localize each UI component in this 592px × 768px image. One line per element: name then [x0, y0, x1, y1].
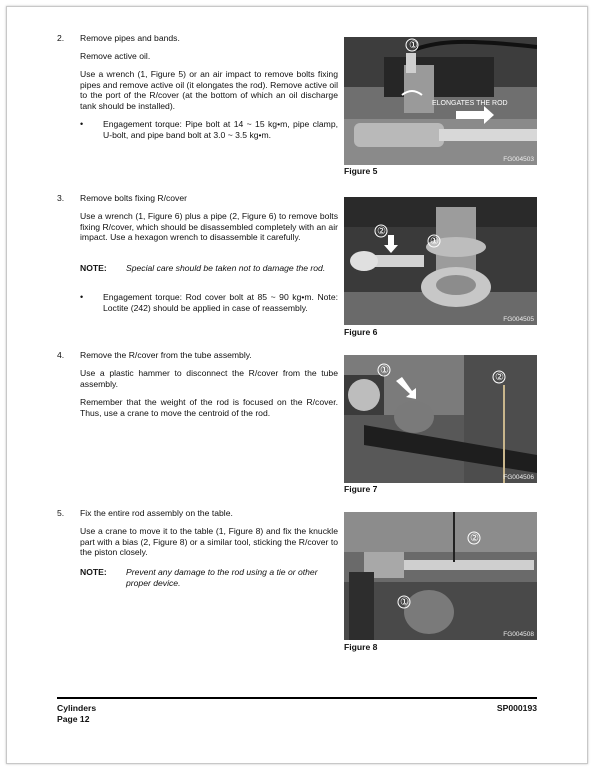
figure-caption: Figure 5	[344, 166, 378, 176]
figure-code: FG004505	[503, 316, 534, 323]
figure-code: FG004506	[503, 474, 534, 481]
callout-2: ②	[377, 226, 386, 237]
note-label: NOTE:	[80, 263, 107, 273]
note-label: NOTE:	[80, 567, 107, 577]
bullet-dot: •	[80, 119, 84, 129]
callout-2: ②	[470, 533, 479, 544]
figure-caption: Figure 6	[344, 327, 378, 337]
footer-section: Cylinders	[57, 703, 97, 713]
figure-caption: Figure 8	[344, 642, 378, 652]
step-paragraph: Use a plastic hammer to disconnect the R/cover from the tube assembly.	[80, 368, 338, 389]
photo-label: ELONGATES THE ROD	[432, 100, 508, 107]
bullet-dot: •	[80, 292, 84, 302]
step-number: 3.	[57, 193, 65, 203]
callout-2: ②	[495, 372, 504, 383]
step-number: 5.	[57, 508, 65, 518]
step-heading: Remove bolts fixing R/cover	[80, 193, 187, 203]
step-heading: Fix the entire rod assembly on the table.	[80, 508, 233, 518]
step-paragraph: Use a wrench (1, Figure 6) plus a pipe (2, Figure 6) to remove bolts fixing R/cover, which should be disassembled completely with an air impact. Use a hexagon wrench to disassemble it carefully.	[80, 211, 338, 243]
step-paragraph: Use a wrench (1, Figure 5) or an air impact to remove bolts fixing pipes and remove active oil (it elongates the rod). Remove active oil to the port of the R/cover (at the bottom of which an oil discharge tank should be installed).	[80, 69, 338, 111]
figure-code: FG004503	[503, 156, 534, 163]
step-number: 4.	[57, 350, 65, 360]
step-number: 2.	[57, 33, 65, 43]
figure-5-photo	[344, 37, 537, 165]
step-paragraph: Remove active oil.	[80, 51, 151, 61]
step-paragraph: Use a crane to move it to the table (1, Figure 8) and fix the knuckle part with a bias (2, Figure 8) or a similar tool, sticking the R/cover to the piston closely.	[80, 526, 338, 558]
figure-code: FG004508	[503, 631, 534, 638]
figure-caption: Figure 7	[344, 484, 378, 494]
footer-page-number: Page 12	[57, 714, 90, 724]
bullet-text: Engagement torque: Pipe bolt at 14 ~ 15 kg•m, pipe clamp, U-bolt, and pipe band bolt at 3.0 ~ 3.5 kg•m.	[103, 119, 338, 140]
manual-page	[6, 6, 588, 764]
callout-1: ①	[380, 365, 389, 376]
note-text: Special care should be taken not to damage the rod.	[126, 263, 326, 273]
footer-document-code: SP000193	[496, 703, 537, 713]
step-paragraph: Remember that the weight of the rod is focused on the R/cover. Thus, use a crane to move the centroid of the rod.	[80, 397, 338, 418]
bullet-text: Engagement torque: Rod cover bolt at 85 ~ 90 kg•m. Note: Loctite (242) should be applied in case of reassembly.	[103, 292, 338, 313]
callout-1: ①	[400, 597, 409, 608]
callout-1: ①	[430, 236, 439, 247]
note-text: Prevent any damage to the rod using a tie or other proper device.	[126, 567, 318, 588]
figure-6-photo	[344, 197, 537, 325]
step-heading: Remove the R/cover from the tube assembly.	[80, 350, 252, 360]
callout-1: ①	[409, 40, 418, 51]
step-heading: Remove pipes and bands.	[80, 33, 180, 43]
footer-left	[57, 703, 96, 725]
figure-7-photo	[344, 355, 537, 483]
figure-8-photo	[344, 512, 537, 640]
footer-divider	[57, 697, 537, 699]
